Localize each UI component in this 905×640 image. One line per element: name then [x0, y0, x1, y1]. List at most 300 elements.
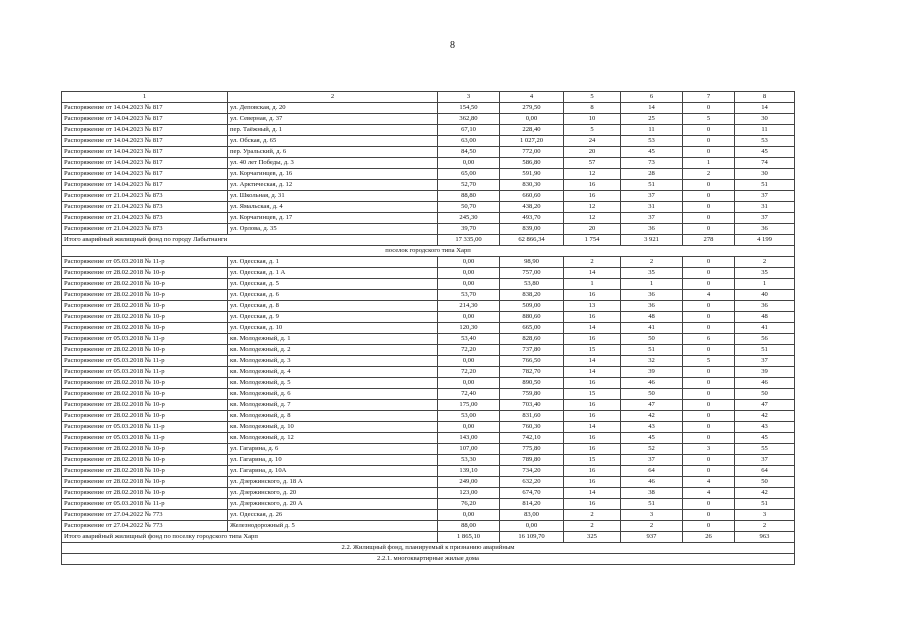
value-cell: 5 — [564, 125, 621, 136]
section-title-harp: поселок городского типа Харп — [62, 246, 795, 257]
value-cell: 890,50 — [500, 378, 564, 389]
value-cell: 37 — [735, 356, 795, 367]
value-cell: 50 — [621, 389, 683, 400]
value-cell: 16 — [564, 191, 621, 202]
address-cell: кв. Молодежный, д. 5 — [228, 378, 438, 389]
value-cell: 766,50 — [500, 356, 564, 367]
column-number-row — [62, 92, 795, 103]
value-cell: 40 — [735, 290, 795, 301]
value-cell: 32 — [621, 356, 683, 367]
address-cell: пер. Таёжный, д. 1 — [228, 125, 438, 136]
value-cell: 24 — [564, 136, 621, 147]
value-cell: 50 — [735, 389, 795, 400]
value-cell: 0 — [683, 422, 735, 433]
value-cell: 15 — [564, 389, 621, 400]
value-cell: 0 — [683, 268, 735, 279]
value-cell: 53 — [735, 136, 795, 147]
address-cell: кв. Молодежный, д. 3 — [228, 356, 438, 367]
value-cell: 782,70 — [500, 367, 564, 378]
value-cell: 245,30 — [438, 213, 500, 224]
value-cell: 73 — [621, 158, 683, 169]
value-cell: 16 — [564, 290, 621, 301]
value-cell: 45 — [735, 147, 795, 158]
value-cell: 0 — [683, 312, 735, 323]
total-value: 278 — [683, 235, 735, 246]
table-row — [62, 312, 795, 323]
address-cell: кв. Молодежный, д. 2 — [228, 345, 438, 356]
value-cell: 11 — [621, 125, 683, 136]
value-cell: 41 — [621, 323, 683, 334]
value-cell: 438,20 — [500, 202, 564, 213]
value-cell: 42 — [735, 411, 795, 422]
value-cell: 37 — [735, 213, 795, 224]
value-cell: 56 — [735, 334, 795, 345]
section-title-2-2: 2.2. Жилищный фонд, планируемый к признанию аварийным — [62, 543, 795, 554]
value-cell: 36 — [621, 290, 683, 301]
total-value: 1 865,10 — [438, 532, 500, 543]
value-cell: 8 — [564, 103, 621, 114]
table-row — [62, 180, 795, 191]
value-cell: 632,20 — [500, 477, 564, 488]
value-cell: 175,00 — [438, 400, 500, 411]
table-row — [62, 455, 795, 466]
document-cell: Распоряжение от 28.02.2018 № 10-р — [62, 455, 228, 466]
page-number: 8 — [450, 40, 455, 51]
document-cell: Распоряжение от 28.02.2018 № 10-р — [62, 389, 228, 400]
value-cell: 39,70 — [438, 224, 500, 235]
table-row — [62, 290, 795, 301]
value-cell: 36 — [735, 301, 795, 312]
value-cell: 83,00 — [500, 510, 564, 521]
value-cell: 11 — [735, 125, 795, 136]
value-cell: 214,30 — [438, 301, 500, 312]
document-cell: Распоряжение от 28.02.2018 № 10-р — [62, 312, 228, 323]
document-cell: Распоряжение от 28.02.2018 № 10-р — [62, 323, 228, 334]
value-cell: 0 — [683, 378, 735, 389]
total-value: 62 866,34 — [500, 235, 564, 246]
value-cell: 0 — [683, 301, 735, 312]
document-cell: Распоряжение от 28.02.2018 № 10-р — [62, 345, 228, 356]
table-row — [62, 488, 795, 499]
value-cell: 4 — [683, 488, 735, 499]
address-cell: кв. Молодежный, д. 4 — [228, 367, 438, 378]
value-cell: 36 — [621, 301, 683, 312]
value-cell: 123,00 — [438, 488, 500, 499]
value-cell: 47 — [621, 400, 683, 411]
value-cell: 0 — [683, 191, 735, 202]
column-number: 7 — [683, 92, 735, 103]
value-cell: 1 — [735, 279, 795, 290]
value-cell: 0 — [683, 323, 735, 334]
value-cell: 37 — [735, 191, 795, 202]
value-cell: 6 — [683, 334, 735, 345]
address-cell: ул. Деповская, д. 20 — [228, 103, 438, 114]
value-cell: 98,90 — [500, 257, 564, 268]
document-cell: Распоряжение от 05.03.2018 № 11-р — [62, 433, 228, 444]
table-row — [62, 114, 795, 125]
value-cell: 51 — [621, 499, 683, 510]
address-cell: кв. Молодежный, д. 7 — [228, 400, 438, 411]
value-cell: 838,20 — [500, 290, 564, 301]
value-cell: 0 — [683, 345, 735, 356]
value-cell: 0 — [683, 279, 735, 290]
value-cell: 52,70 — [438, 180, 500, 191]
value-cell: 3 — [683, 444, 735, 455]
total-value: 325 — [564, 532, 621, 543]
value-cell: 38 — [621, 488, 683, 499]
table-row — [62, 499, 795, 510]
value-cell: 0,00 — [438, 257, 500, 268]
total-row — [62, 532, 795, 543]
value-cell: 0 — [683, 510, 735, 521]
value-cell: 757,00 — [500, 268, 564, 279]
table-row — [62, 378, 795, 389]
value-cell: 5 — [683, 356, 735, 367]
document-cell: Распоряжение от 14.04.2023 № 817 — [62, 136, 228, 147]
value-cell: 139,10 — [438, 466, 500, 477]
document-cell: Распоряжение от 21.04.2023 № 873 — [62, 202, 228, 213]
document-cell: Распоряжение от 05.03.2018 № 11-р — [62, 367, 228, 378]
value-cell: 76,20 — [438, 499, 500, 510]
value-cell: 12 — [564, 169, 621, 180]
value-cell: 0 — [683, 389, 735, 400]
value-cell: 37 — [621, 191, 683, 202]
value-cell: 51 — [735, 345, 795, 356]
value-cell: 13 — [564, 301, 621, 312]
total-value: 26 — [683, 532, 735, 543]
column-number: 2 — [228, 92, 438, 103]
value-cell: 88,80 — [438, 191, 500, 202]
address-cell: ул. Одесская, д. 10 — [228, 323, 438, 334]
value-cell: 4 — [683, 290, 735, 301]
value-cell: 0 — [683, 257, 735, 268]
address-cell: ул. Гагарина, д. 10 — [228, 455, 438, 466]
column-number: 6 — [621, 92, 683, 103]
value-cell: 36 — [621, 224, 683, 235]
table-row — [62, 301, 795, 312]
value-cell: 53,70 — [438, 290, 500, 301]
value-cell: 46 — [621, 378, 683, 389]
value-cell: 120,30 — [438, 323, 500, 334]
value-cell: 39 — [735, 367, 795, 378]
housing-table — [61, 91, 795, 565]
value-cell: 509,00 — [500, 301, 564, 312]
value-cell: 46 — [735, 378, 795, 389]
value-cell: 0 — [683, 224, 735, 235]
value-cell: 53,00 — [438, 411, 500, 422]
value-cell: 46 — [621, 477, 683, 488]
value-cell: 0 — [683, 147, 735, 158]
value-cell: 30 — [735, 114, 795, 125]
value-cell: 0,00 — [438, 356, 500, 367]
value-cell: 14 — [564, 367, 621, 378]
document-cell: Распоряжение от 14.04.2023 № 817 — [62, 114, 228, 125]
value-cell: 2 — [564, 257, 621, 268]
table-row — [62, 345, 795, 356]
document-cell: Распоряжение от 28.02.2018 № 10-р — [62, 290, 228, 301]
address-cell: ул. Гагарина, д. 10А — [228, 466, 438, 477]
value-cell: 0,00 — [438, 378, 500, 389]
address-cell: Железнодорожный д. 5 — [228, 521, 438, 532]
value-cell: 737,80 — [500, 345, 564, 356]
address-cell: кв. Молодежный, д. 12 — [228, 433, 438, 444]
document-cell: Распоряжение от 28.02.2018 № 10-р — [62, 400, 228, 411]
value-cell: 0 — [683, 455, 735, 466]
total-value: 16 109,70 — [500, 532, 564, 543]
value-cell: 831,60 — [500, 411, 564, 422]
value-cell: 50 — [735, 477, 795, 488]
value-cell: 0,00 — [500, 114, 564, 125]
table-row — [62, 125, 795, 136]
value-cell: 2 — [735, 257, 795, 268]
value-cell: 814,20 — [500, 499, 564, 510]
value-cell: 0 — [683, 411, 735, 422]
value-cell: 36 — [735, 224, 795, 235]
table-row — [62, 103, 795, 114]
document-cell: Распоряжение от 28.02.2018 № 10-р — [62, 378, 228, 389]
value-cell: 0,00 — [438, 422, 500, 433]
value-cell: 742,10 — [500, 433, 564, 444]
value-cell: 4 — [683, 477, 735, 488]
value-cell: 12 — [564, 213, 621, 224]
table-row — [62, 323, 795, 334]
value-cell: 14 — [564, 422, 621, 433]
value-cell: 55 — [735, 444, 795, 455]
value-cell: 16 — [564, 400, 621, 411]
value-cell: 0 — [683, 213, 735, 224]
value-cell: 0,00 — [438, 268, 500, 279]
value-cell: 88,00 — [438, 521, 500, 532]
table-row — [62, 268, 795, 279]
address-cell: ул. 40 лет Победы, д. 3 — [228, 158, 438, 169]
value-cell: 51 — [621, 345, 683, 356]
value-cell: 15 — [564, 455, 621, 466]
address-cell: ул. Дзержинского, д. 20 — [228, 488, 438, 499]
column-number: 4 — [500, 92, 564, 103]
value-cell: 45 — [621, 147, 683, 158]
value-cell: 0 — [683, 202, 735, 213]
value-cell: 0 — [683, 367, 735, 378]
value-cell: 16 — [564, 180, 621, 191]
value-cell: 2 — [683, 169, 735, 180]
value-cell: 660,60 — [500, 191, 564, 202]
value-cell: 31 — [735, 202, 795, 213]
document-cell: Распоряжение от 28.02.2018 № 10-р — [62, 444, 228, 455]
table-row — [62, 521, 795, 532]
address-cell: кв. Молодежный, д. 1 — [228, 334, 438, 345]
value-cell: 72,20 — [438, 367, 500, 378]
value-cell: 0 — [683, 103, 735, 114]
value-cell: 52 — [621, 444, 683, 455]
value-cell: 839,00 — [500, 224, 564, 235]
address-cell: ул. Арктическая, д. 12 — [228, 180, 438, 191]
value-cell: 0 — [683, 521, 735, 532]
value-cell: 249,00 — [438, 477, 500, 488]
value-cell: 665,00 — [500, 323, 564, 334]
table-row — [62, 444, 795, 455]
document-cell: Распоряжение от 28.02.2018 № 10-р — [62, 488, 228, 499]
value-cell: 45 — [621, 433, 683, 444]
value-cell: 16 — [564, 334, 621, 345]
value-cell: 0 — [683, 400, 735, 411]
value-cell: 734,20 — [500, 466, 564, 477]
value-cell: 16 — [564, 433, 621, 444]
value-cell: 16 — [564, 378, 621, 389]
value-cell: 84,50 — [438, 147, 500, 158]
value-cell: 830,30 — [500, 180, 564, 191]
section-title-2-2-row — [62, 543, 795, 554]
value-cell: 0,00 — [500, 521, 564, 532]
document-cell: Распоряжение от 05.03.2018 № 11-р — [62, 422, 228, 433]
table-row — [62, 400, 795, 411]
total-value: 1 754 — [564, 235, 621, 246]
value-cell: 760,30 — [500, 422, 564, 433]
address-cell: ул. Дзержинского, д. 18 А — [228, 477, 438, 488]
document-cell: Распоряжение от 27.04.2022 № 773 — [62, 521, 228, 532]
table-row — [62, 169, 795, 180]
document-cell: Распоряжение от 05.03.2018 № 11-р — [62, 334, 228, 345]
table-row — [62, 422, 795, 433]
total-value: 3 921 — [621, 235, 683, 246]
value-cell: 16 — [564, 499, 621, 510]
value-cell: 67,10 — [438, 125, 500, 136]
document-cell: Распоряжение от 14.04.2023 № 817 — [62, 103, 228, 114]
total-value: 937 — [621, 532, 683, 543]
document-cell: Распоряжение от 14.04.2023 № 817 — [62, 169, 228, 180]
section-title-2-2-1: 2.2.1. многоквартирные жилые дома — [62, 554, 795, 565]
table-row — [62, 257, 795, 268]
value-cell: 0 — [683, 499, 735, 510]
value-cell: 591,90 — [500, 169, 564, 180]
table-row — [62, 477, 795, 488]
document-cell: Распоряжение от 05.03.2018 № 11-р — [62, 499, 228, 510]
value-cell: 14 — [564, 268, 621, 279]
value-cell: 72,40 — [438, 389, 500, 400]
value-cell: 14 — [564, 323, 621, 334]
value-cell: 789,80 — [500, 455, 564, 466]
address-cell: кв. Молодежный, д. 10 — [228, 422, 438, 433]
value-cell: 14 — [564, 356, 621, 367]
value-cell: 63,00 — [438, 136, 500, 147]
address-cell: ул. Одесская, д. 5 — [228, 279, 438, 290]
value-cell: 20 — [564, 147, 621, 158]
value-cell: 51 — [735, 180, 795, 191]
table-row — [62, 367, 795, 378]
value-cell: 2 — [564, 510, 621, 521]
address-cell: ул. Обская, д. 65 — [228, 136, 438, 147]
value-cell: 53,30 — [438, 455, 500, 466]
table-row — [62, 147, 795, 158]
document-cell: Распоряжение от 14.04.2023 № 817 — [62, 158, 228, 169]
value-cell: 0,00 — [438, 312, 500, 323]
value-cell: 12 — [564, 202, 621, 213]
value-cell: 64 — [735, 466, 795, 477]
value-cell: 31 — [621, 202, 683, 213]
value-cell: 1 — [564, 279, 621, 290]
document-cell: Распоряжение от 21.04.2023 № 873 — [62, 224, 228, 235]
address-cell: ул. Северная, д. 37 — [228, 114, 438, 125]
document-cell: Распоряжение от 14.04.2023 № 817 — [62, 147, 228, 158]
value-cell: 16 — [564, 411, 621, 422]
value-cell: 35 — [735, 268, 795, 279]
value-cell: 674,70 — [500, 488, 564, 499]
value-cell: 16 — [564, 466, 621, 477]
value-cell: 2 — [564, 521, 621, 532]
value-cell: 107,00 — [438, 444, 500, 455]
value-cell: 28 — [621, 169, 683, 180]
table-row — [62, 136, 795, 147]
address-cell: ул. Одесская, д. 1 — [228, 257, 438, 268]
value-cell: 703,40 — [500, 400, 564, 411]
value-cell: 1 027,20 — [500, 136, 564, 147]
table-row — [62, 279, 795, 290]
value-cell: 10 — [564, 114, 621, 125]
value-cell: 143,00 — [438, 433, 500, 444]
value-cell: 279,50 — [500, 103, 564, 114]
value-cell: 42 — [621, 411, 683, 422]
table-row — [62, 356, 795, 367]
column-number: 8 — [735, 92, 795, 103]
value-cell: 759,80 — [500, 389, 564, 400]
value-cell: 42 — [735, 488, 795, 499]
table-row — [62, 191, 795, 202]
total-value: 963 — [735, 532, 795, 543]
value-cell: 16 — [564, 444, 621, 455]
value-cell: 43 — [621, 422, 683, 433]
value-cell: 362,80 — [438, 114, 500, 125]
value-cell: 37 — [621, 455, 683, 466]
value-cell: 0 — [683, 125, 735, 136]
document-cell: Распоряжение от 28.02.2018 № 10-р — [62, 477, 228, 488]
value-cell: 30 — [735, 169, 795, 180]
document-cell: Распоряжение от 05.03.2018 № 11-р — [62, 257, 228, 268]
value-cell: 15 — [564, 345, 621, 356]
value-cell: 5 — [683, 114, 735, 125]
total-value: 4 199 — [735, 235, 795, 246]
value-cell: 0,00 — [438, 158, 500, 169]
value-cell: 493,70 — [500, 213, 564, 224]
value-cell: 53 — [621, 136, 683, 147]
address-cell: ул. Одесская, д. 6 — [228, 290, 438, 301]
value-cell: 2 — [621, 521, 683, 532]
value-cell: 35 — [621, 268, 683, 279]
table-row — [62, 510, 795, 521]
value-cell: 14 — [735, 103, 795, 114]
value-cell: 45 — [735, 433, 795, 444]
total-value: 17 335,00 — [438, 235, 500, 246]
value-cell: 828,60 — [500, 334, 564, 345]
table-row — [62, 334, 795, 345]
column-number: 5 — [564, 92, 621, 103]
value-cell: 16 — [564, 477, 621, 488]
value-cell: 3 — [735, 510, 795, 521]
address-cell: ул. Одесская, д. 9 — [228, 312, 438, 323]
value-cell: 25 — [621, 114, 683, 125]
value-cell: 74 — [735, 158, 795, 169]
table-row — [62, 202, 795, 213]
document-cell: Распоряжение от 28.02.2018 № 10-р — [62, 411, 228, 422]
address-cell: ул. Школьная, д. 31 — [228, 191, 438, 202]
value-cell: 228,40 — [500, 125, 564, 136]
value-cell: 772,00 — [500, 147, 564, 158]
value-cell: 154,50 — [438, 103, 500, 114]
table-row — [62, 466, 795, 477]
value-cell: 47 — [735, 400, 795, 411]
section-title-harp-row — [62, 246, 795, 257]
table-row — [62, 411, 795, 422]
value-cell: 51 — [621, 180, 683, 191]
value-cell: 880,60 — [500, 312, 564, 323]
